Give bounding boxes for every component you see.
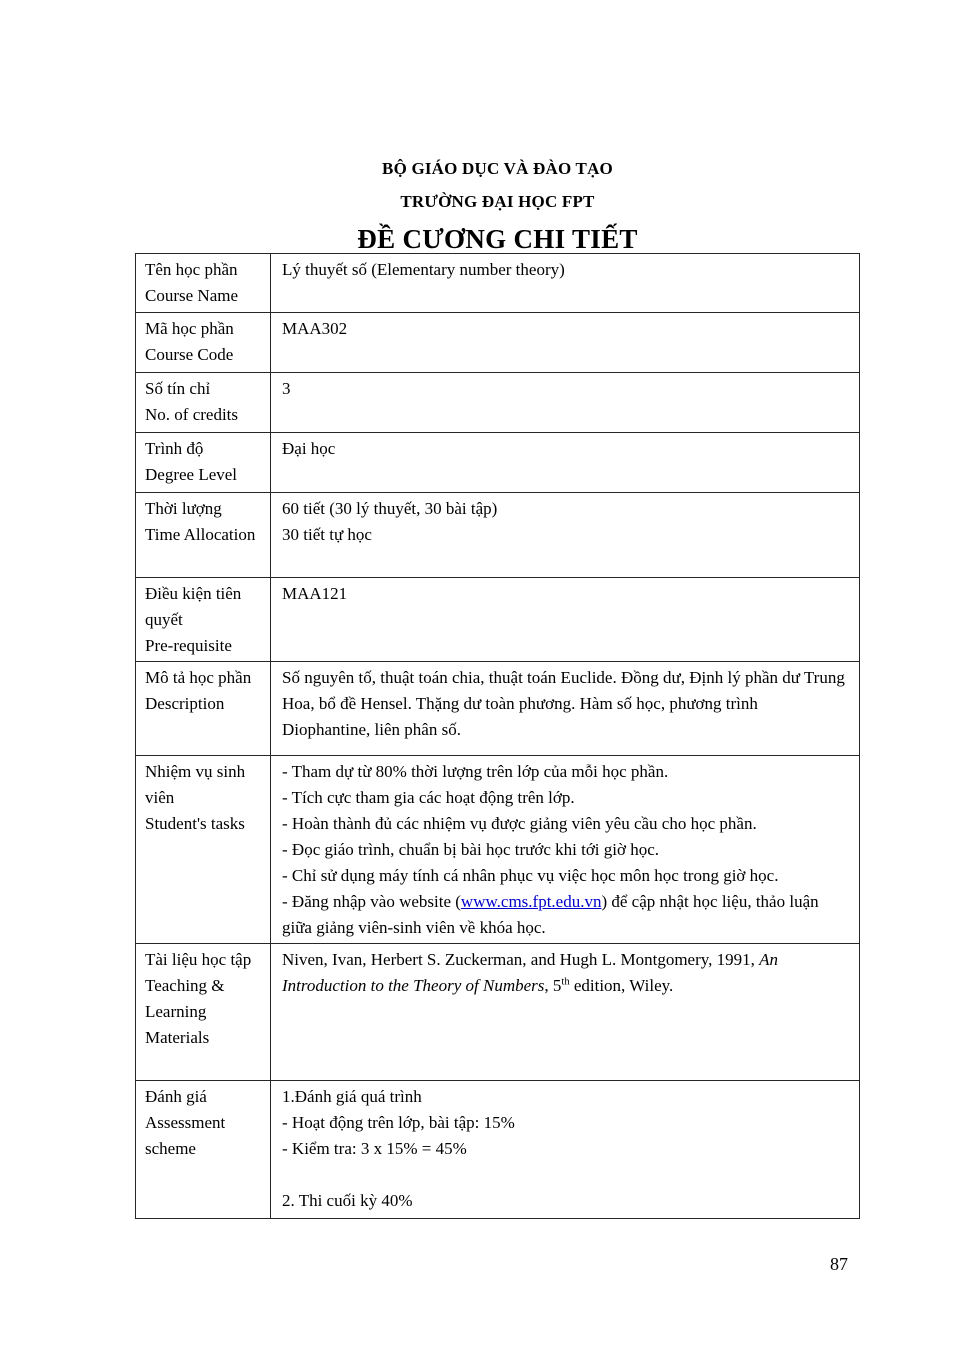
value-line — [282, 811, 850, 837]
label-line: Mã học phần — [145, 319, 234, 338]
value-degree-level — [271, 433, 860, 493]
text-segment: MAA121 — [282, 584, 348, 603]
text-segment: - Chỉ sử dụng máy tính cá nhân phục vụ việc học môn học trong giờ học. — [282, 866, 779, 885]
value-line — [282, 785, 850, 811]
label-line: Student's tasks — [145, 814, 245, 833]
row-materials — [136, 944, 860, 1081]
row-description — [136, 662, 860, 756]
syllabus-table — [135, 253, 860, 1219]
label-materials — [136, 944, 271, 1081]
label-course-code — [136, 313, 271, 373]
university-line: TRƯỜNG ĐẠI HỌC FPT — [400, 192, 595, 211]
label-assessment — [136, 1081, 271, 1219]
text-segment: - Hoạt động trên lớp, bài tập: 15% — [282, 1113, 515, 1132]
text-segment: 1.Đánh giá quá trình — [282, 1087, 422, 1106]
value-time-allocation — [271, 493, 860, 578]
text-segment: 2. Thi cuối kỳ 40% — [282, 1191, 413, 1210]
ministry-line: BỘ GIÁO DỤC VÀ ĐÀO TẠO — [382, 159, 613, 178]
label-line: Time Allocation — [145, 525, 256, 544]
value-line — [282, 863, 850, 889]
value-line — [282, 436, 850, 462]
text-segment — [282, 1165, 286, 1184]
row-time-allocation — [136, 493, 860, 578]
value-line — [282, 581, 850, 607]
text-segment: Lý thuyết số (Elementary number theory) — [282, 260, 565, 279]
row-assessment — [136, 1081, 860, 1219]
value-description — [271, 662, 860, 756]
text-segment: 60 tiết (30 lý thuyết, 30 bài tập) — [282, 499, 498, 518]
label-line: Trình độ — [145, 439, 204, 458]
text-segment: - Hoàn thành đủ các nhiệm vụ được giảng viên yêu cầu cho học phần. — [282, 814, 757, 833]
page-number: 87 — [830, 1254, 848, 1274]
label-time-allocation — [136, 493, 271, 578]
text-segment: edition, Wiley. — [569, 976, 674, 995]
text-segment: Niven, Ivan, Herbert S. Zuckerman, and Hugh L. Montgomery, 1991, — [282, 950, 760, 969]
value-line — [282, 1136, 850, 1162]
label-line: Nhiệm vụ sinh viên — [145, 762, 246, 807]
value-students-tasks — [271, 756, 860, 944]
label-line: Mô tả học phần — [145, 668, 252, 687]
label-line: No. of credits — [145, 405, 239, 424]
value-line — [282, 376, 850, 402]
value-line — [282, 837, 850, 863]
value-line — [282, 496, 850, 522]
label-line: Tên học phần — [145, 260, 238, 279]
label-pre-requisite — [136, 578, 271, 662]
value-line — [282, 1084, 850, 1110]
label-line: Assessment scheme — [145, 1113, 226, 1158]
document-header — [135, 158, 860, 254]
value-line — [282, 665, 850, 743]
value-credits — [271, 373, 860, 433]
text-segment: ) để cập nhật học liệu, thảo luận giữa giảng viên-sinh viên về khóa học. — [282, 892, 819, 937]
value-line — [282, 947, 850, 999]
row-credits — [136, 373, 860, 433]
row-course-code — [136, 313, 860, 373]
page-title: ĐỀ CƯƠNG CHI TIẾT — [357, 224, 638, 254]
value-line — [282, 257, 850, 283]
text-segment: - Đọc giáo trình, chuẩn bị bài học trước khi tới giờ học. — [282, 840, 660, 859]
value-course-code — [271, 313, 860, 373]
label-line: Điều kiện tiên quyết — [145, 584, 242, 629]
label-line: Teaching & Learning Materials — [145, 976, 225, 1047]
text-segment: 30 tiết tự học — [282, 525, 372, 544]
label-line: Course Code — [145, 345, 234, 364]
value-line — [282, 316, 850, 342]
cms-website-link[interactable]: www.cms.fpt.edu.vn — [460, 892, 602, 911]
label-students-tasks — [136, 756, 271, 944]
label-credits — [136, 373, 271, 433]
text-segment: - Tham dự từ 80% thời lượng trên lớp của mỗi học phần. — [282, 762, 669, 781]
book-title-italic: An Introduction to the Theory of Numbers — [282, 950, 779, 995]
value-line — [282, 759, 850, 785]
row-students-tasks — [136, 756, 860, 944]
label-line: Tài liệu học tập — [145, 950, 252, 969]
value-line — [282, 889, 850, 941]
label-course-name — [136, 254, 271, 313]
text-segment: Số nguyên tố, thuật toán chia, thuật toán Euclide. Đồng dư, Định lý phần dư Trung Hoa, bổ đề Hensel. Thặng dư toàn phương. Hàm số học, phương trình Diophantine, liên phân số. — [282, 668, 845, 739]
label-line: Course Name — [145, 286, 239, 305]
text-segment: - Kiểm tra: 3 x 15% = 45% — [282, 1139, 467, 1158]
label-line: Số tín chỉ — [145, 379, 211, 398]
text-segment: Đại học — [282, 439, 336, 458]
text-segment: - Đăng nhập vào website ( — [282, 892, 461, 911]
value-line — [282, 1162, 850, 1188]
label-line: Degree Level — [145, 465, 238, 484]
label-line: Description — [145, 694, 225, 713]
value-line — [282, 1188, 850, 1214]
value-course-name — [271, 254, 860, 313]
value-materials — [271, 944, 860, 1081]
label-line: Pre-requisite — [145, 636, 232, 655]
text-segment: MAA302 — [282, 319, 348, 338]
label-line: Đánh giá — [145, 1087, 207, 1106]
label-line: Thời lượng — [145, 499, 222, 518]
row-pre-requisite — [136, 578, 860, 662]
value-line — [282, 522, 850, 548]
label-degree-level — [136, 433, 271, 493]
row-course-name — [136, 254, 860, 313]
label-description — [136, 662, 271, 756]
text-segment: 3 — [282, 379, 291, 398]
value-assessment — [271, 1081, 860, 1219]
text-segment: , 5 — [544, 976, 562, 995]
value-pre-requisite — [271, 578, 860, 662]
value-line — [282, 1110, 850, 1136]
text-segment: - Tích cực tham gia các hoạt động trên lớp. — [282, 788, 575, 807]
row-degree-level — [136, 433, 860, 493]
ordinal-superscript: th — [561, 976, 570, 988]
